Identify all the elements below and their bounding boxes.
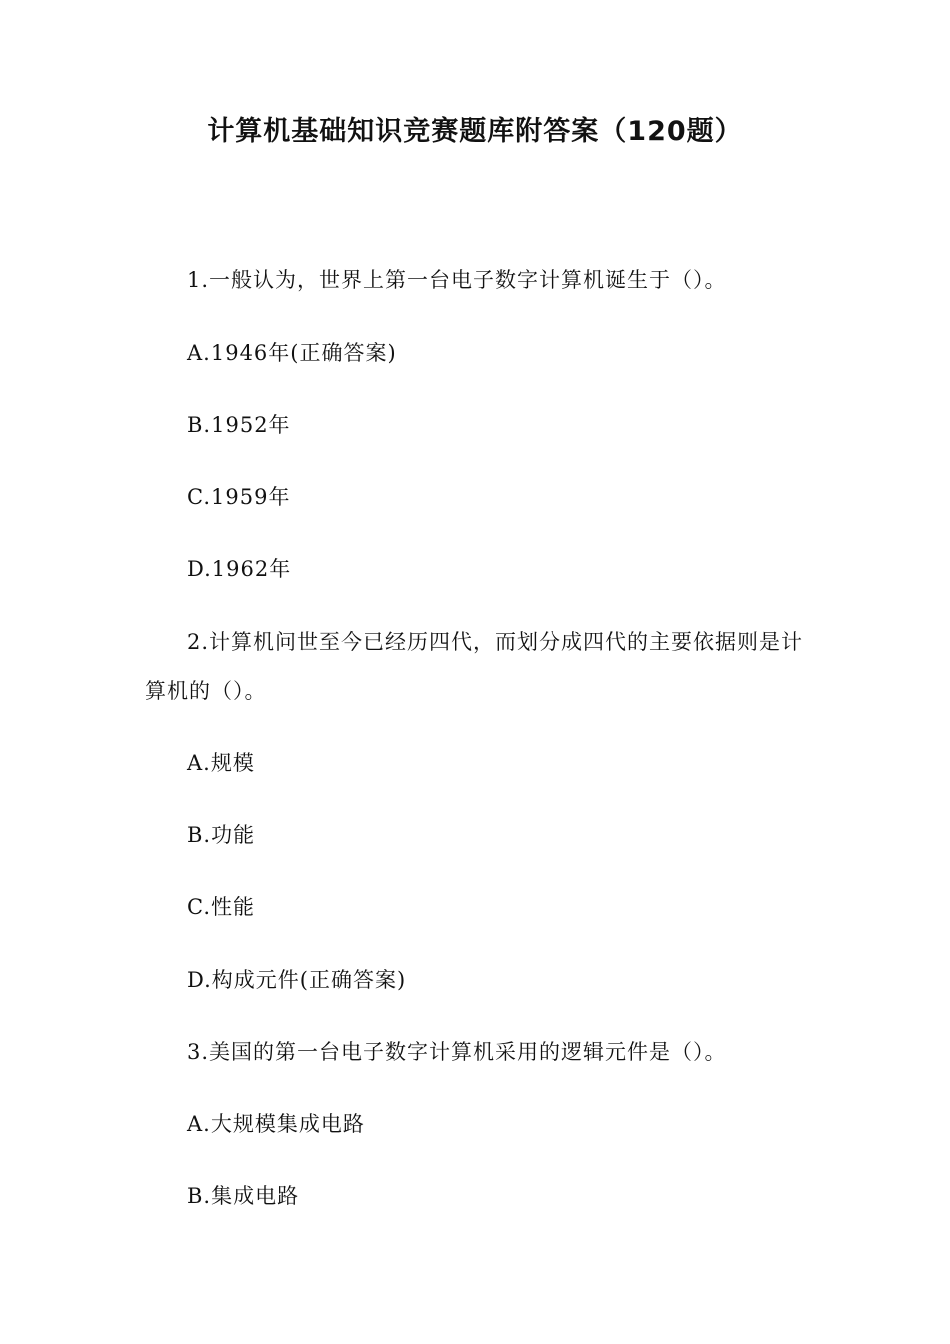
question-2-stem-line-1: 2.计算机问世至今已经历四代，而划分成四代的主要依据则是计 (187, 630, 804, 654)
question-2-stem-line-2: 算机的（）。 (145, 679, 267, 703)
question-2-option-b: B.功能 (187, 823, 256, 847)
document-title: 计算机基础知识竞赛题库附答案（120题） (207, 116, 743, 147)
question-2-option-c: C.性能 (187, 895, 255, 919)
question-1-option-a: A.1946年(正确答案) (187, 341, 397, 365)
question-1-option-b: B.1952年 (187, 413, 291, 437)
question-3-option-a: A.大规模集成电路 (187, 1112, 365, 1136)
question-2-option-d: D.构成元件(正确答案) (187, 968, 407, 992)
question-1-stem: 1.一般认为，世界上第一台电子数字计算机诞生于（）。 (187, 268, 727, 292)
question-2-option-a: A.规模 (187, 751, 255, 775)
question-1-option-d: D.1962年 (187, 557, 292, 581)
question-1-option-c: C.1959年 (187, 485, 291, 509)
question-3-option-b: B.集成电路 (187, 1184, 300, 1208)
question-3-stem: 3.美国的第一台电子数字计算机采用的逻辑元件是（）。 (187, 1040, 727, 1064)
